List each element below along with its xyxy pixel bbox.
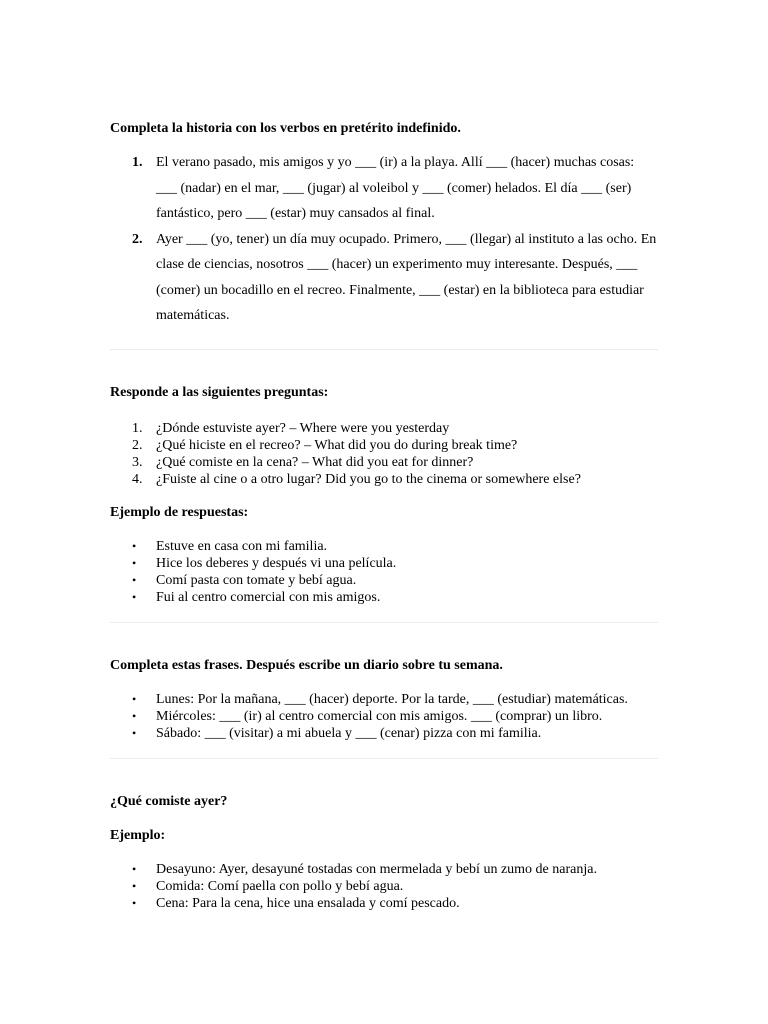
example-answer-text: Hice los deberes y después vi una película.: [156, 555, 397, 571]
bullet-icon: •: [132, 861, 137, 876]
story-item: [110, 150, 658, 227]
story-item: [110, 227, 658, 329]
example-answers-heading: Ejemplo de respuestas:: [110, 504, 249, 520]
question-item: [110, 454, 658, 471]
diary-sentence-text: Lunes: Por la mañana, ___ (hacer) deporte. Por la tarde, ___ (estudiar) matemáticas.: [156, 691, 628, 707]
meal-item: [110, 895, 658, 912]
example-answer-item: [110, 538, 658, 555]
question-text: ¿Qué hiciste en el recreo? – What did you do during break time?: [156, 437, 518, 453]
story-item-text: Ayer ___ (yo, tener) un día muy ocupado. Primero, ___ (llegar) al instituto a las ocho. En clase de ciencias, nosotros ___ (hacer) un experimento muy interesante. Después, ___ (comer) un bocadillo en el recreo. Finalmente, ___ (estar) en la biblioteca para estudiar matemáticas.: [156, 231, 657, 323]
example-answer-text: Estuve en casa con mi familia.: [156, 538, 328, 554]
story-item-text: El verano pasado, mis amigos y yo ___ (ir) a la playa. Allí ___ (hacer) muchas cosas: ___ (nadar) en el mar, ___ (jugar) al voleibol y ___ (comer) helados. El día ___ (ser) fantástico, pero ___ (estar) muy cansados al final.: [156, 155, 635, 221]
section1-heading: Completa la historia con los verbos en pretérito indefinido.: [110, 121, 461, 136]
document-page: [110, 0, 658, 912]
questions-list: [110, 420, 658, 488]
meal-text: Comida: Comí paella con pollo y bebí agua.: [156, 878, 404, 894]
bullet-icon: •: [132, 878, 137, 893]
question-number: 2.: [132, 437, 143, 453]
example-answer-item: [110, 555, 658, 572]
bullet-icon: •: [132, 725, 137, 740]
meals-list: [110, 861, 658, 912]
example-answer-text: Comí pasta con tomate y bebí agua.: [156, 572, 357, 588]
question-number: 1.: [132, 420, 143, 436]
example-answer-item: [110, 589, 658, 606]
diary-sentence-item: [110, 691, 658, 708]
bullet-icon: •: [132, 555, 137, 570]
bullet-icon: •: [132, 708, 137, 723]
story-item-number: 1.: [132, 155, 143, 170]
section-divider: [110, 349, 658, 350]
section-divider: [110, 758, 658, 759]
example-answer-text: Fui al centro comercial con mis amigos.: [156, 589, 381, 605]
question-item: [110, 471, 658, 488]
story-item-number: 2.: [132, 231, 143, 247]
bullet-icon: •: [132, 691, 137, 706]
example-answer-item: [110, 572, 658, 589]
question-number: 3.: [132, 454, 143, 470]
diary-sentence-item: [110, 725, 658, 742]
meal-text: Desayuno: Ayer, desayuné tostadas con mermelada y bebí un zumo de naranja.: [156, 861, 597, 877]
bullet-icon: •: [132, 589, 137, 604]
question-text: ¿Dónde estuviste ayer? – Where were you yesterday: [156, 420, 450, 436]
section3-heading: Completa estas frases. Después escribe un diario sobre tu semana.: [110, 657, 503, 673]
question-item: [110, 420, 658, 437]
question-item: [110, 437, 658, 454]
diary-sentence-text: Sábado: ___ (visitar) a mi abuela y ___ (cenar) pizza con mi familia.: [156, 725, 542, 741]
bullet-icon: •: [132, 538, 137, 553]
diary-sentence-text: Miércoles: ___ (ir) al centro comercial con mis amigos. ___ (comprar) un libro.: [156, 708, 603, 724]
bullet-icon: •: [132, 895, 137, 910]
question-number: 4.: [132, 471, 143, 487]
diary-sentence-item: [110, 708, 658, 725]
section4-heading: ¿Qué comiste ayer?: [110, 793, 228, 809]
question-text: ¿Fuiste al cine o a otro lugar? Did you go to the cinema or somewhere else?: [156, 471, 581, 487]
meal-text: Cena: Para la cena, hice una ensalada y comí pescado.: [156, 895, 460, 911]
diary-sentences-list: [110, 691, 658, 742]
meal-item: [110, 878, 658, 895]
bullet-icon: •: [132, 572, 137, 587]
story-list: [110, 150, 658, 329]
meal-item: [110, 861, 658, 878]
section-divider: [110, 622, 658, 623]
example-answers-list: [110, 538, 658, 606]
question-text: ¿Qué comiste en la cena? – What did you eat for dinner?: [156, 454, 474, 470]
section2-heading: Responde a las siguientes preguntas:: [110, 384, 329, 400]
example-heading: Ejemplo:: [110, 827, 166, 843]
